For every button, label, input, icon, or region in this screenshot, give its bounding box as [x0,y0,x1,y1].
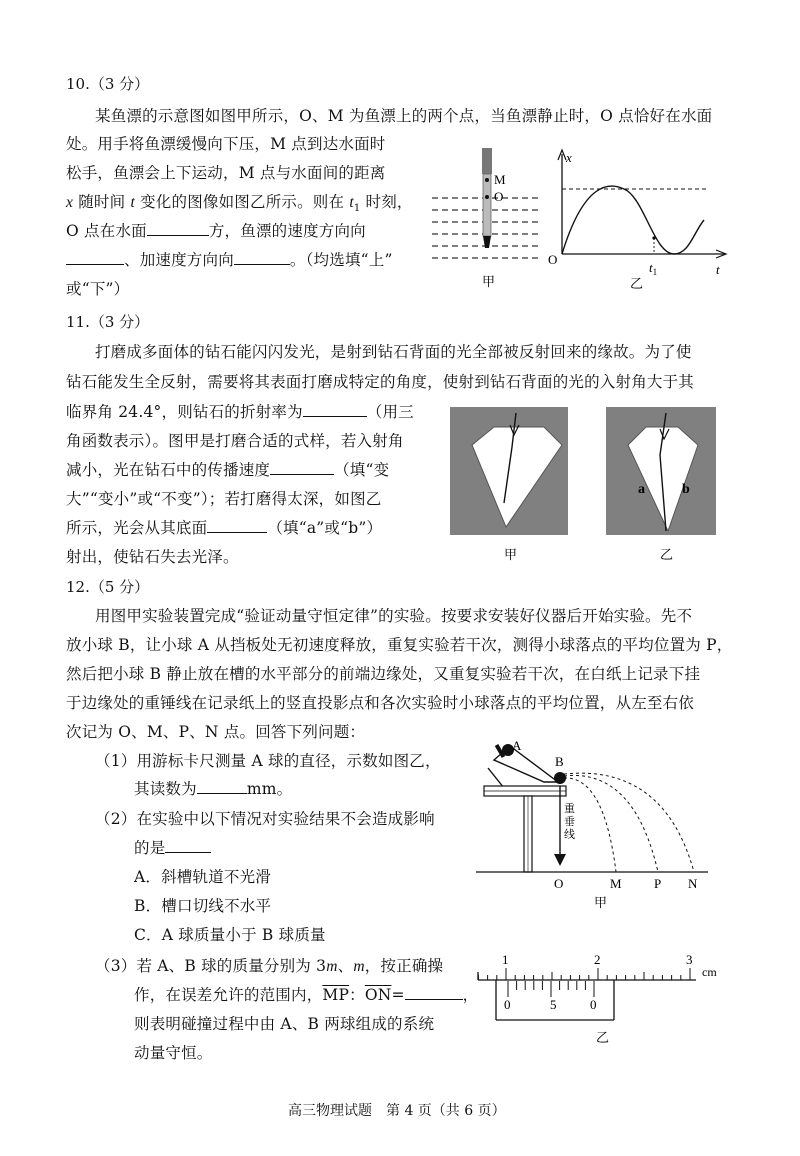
q10-fig-float [428,140,546,292]
q12-line-2: 放小球 B，让小球 A 从挡板处无初速度释放，重复实验若干次，测得小球落点的平均位置为 P， [66,636,733,654]
q12-part3-line3: 则表明碰撞过程中由 A、B 两球组成的系统 [134,1015,435,1033]
subscript: 1 [353,203,361,215]
text: 作，在误差允许的范围内， [134,986,323,1004]
plumb-bob-icon [554,854,566,866]
q11-line-8: 射出，使钻石失去光泽。 [66,548,239,566]
label-a: A [512,738,522,753]
text: ， [462,986,479,1004]
label-m: M [610,876,622,891]
option-a: A．斜槽轨道不光滑 [134,868,271,886]
main-label-1: 1 [502,952,509,967]
q12-line-3: 然后把小球 B 静止放在槽的水平部分的前端边缘处，又重复实验若干次，在白纸上记录下挂 [66,665,701,683]
text: O 点在水面 [66,222,147,240]
q12-part2-line2 [134,836,211,858]
label-n: N [688,876,698,891]
q10-line-5 [66,219,366,241]
q11-line-1: 打磨成多面体的钻石能闪闪发光，是射到钻石背面的光全部被反射回来的缘故。为了使 [95,343,692,361]
label-plumb-2: 垂 [564,816,575,828]
text: （用三 [366,403,414,421]
label-x: x [566,150,572,165]
main-scale [478,968,696,980]
q11-fig-diamond-jia [450,407,570,567]
label-b: B [555,754,564,769]
text: mm。 [246,780,293,798]
q12-part3-line4: 动量守恒。 [134,1044,213,1062]
caption-jia: 甲 [482,274,496,289]
trajectory-p [564,775,658,872]
var-x: x [66,194,74,211]
float-top [482,148,492,174]
text: 的是 [134,839,166,857]
unit-cm: cm [702,965,717,979]
q12-line-5: 次记为 O、M、P、N 点。回答下列问题： [66,723,366,741]
text: 所示，光会从其底面 [66,519,208,537]
text: 临界角 24.4°，则钻石的折射率为 [66,403,303,421]
answer-blank[interactable] [270,460,334,475]
main-label-3: 3 [686,952,693,967]
q12-header: 12.（5 分） [66,578,150,596]
q12-part3-line2 [134,983,478,1005]
label-origin: O [548,252,558,267]
vernier-label-5: 5 [550,997,557,1012]
vernier-label-10: 0 [590,997,597,1012]
q12-fig-apparatus [474,736,714,912]
trajectory-n [564,773,694,872]
q11-fig-diamond-yi [606,407,726,567]
vernier-label-0: 0 [504,997,511,1012]
x-t-curve [562,186,704,254]
caption-yi: 乙 [596,1030,610,1045]
q11-line-4: 角函数表示）。图甲是打磨合适的式样，若入射角 [66,432,404,450]
q10-fig-graph [544,142,734,292]
text: 、加速度方向向 [124,251,234,269]
caption-yi: 乙 [630,276,644,291]
text: （填“a”或“b”） [267,519,383,537]
label-o: O [494,189,504,204]
text: ，按正确操 [364,957,444,975]
q12-fig-vernier [470,950,730,1046]
label-plumb-3: 线 [564,829,575,841]
option-c: C．A 球质量小于 B 球质量 [134,926,326,944]
var-t: t [130,194,135,211]
q12-line-1: 用图甲实验装置完成“验证动量守恒定律”的实验。按要求安装好仪器后开始实验。先不 [95,607,693,625]
text: （填“变 [334,461,390,479]
ramp-board [488,768,504,788]
q12-part1-line1: （1）用游标卡尺测量 A 球的直径，示数如图乙， [95,752,441,770]
label-m: M [494,172,506,187]
caption-jia: 甲 [504,547,518,562]
label-a: a [638,482,645,497]
text: 随时间 [73,193,131,211]
caption-jia: 甲 [594,895,608,910]
q12-part1-line2 [134,777,292,799]
text: 方，鱼漂的速度方向向 [208,222,366,240]
q12-part3-line1 [95,954,443,976]
q10-line-1: 某鱼漂的示意图如图甲所示，O、M 为鱼漂上的两个点，当鱼漂静止时，O 点恰好在水面 [95,107,713,125]
answer-blank[interactable] [234,250,290,265]
q11-line-7 [66,516,382,538]
q11-line-3 [66,400,414,422]
q12-part2-line1: （2）在实验中以下情况对实验结果不会造成影响 [95,810,435,828]
text: 、 [337,957,354,975]
answer-blank[interactable] [197,779,247,794]
var-t1: t [349,194,354,211]
t1-var: t [649,260,653,275]
answer-blank[interactable] [147,221,209,236]
q10-line-2: 处。用手将鱼漂缓慢向下压，M 点到达水面时 [66,135,386,153]
option-b: B．槽口切线不水平 [134,897,272,915]
q10-line-7: 或“下”） [66,280,130,298]
label-p: P [654,876,662,891]
q10-line-6 [66,248,393,270]
q12-line-4: 于边缘处的重锤线在记录纸上的竖直投影点和各次实验时小球落点的平均位置，从左至右依 [66,694,695,712]
text: 减小，光在钻石中的传播速度 [66,461,271,479]
answer-blank[interactable] [303,402,367,417]
text: ： [349,986,365,1004]
page-footer: 高三物理试题 第 4 页（共 6 页） [288,1103,506,1119]
q10-line-3: 松手，鱼漂会上下运动，M 点与水面间的距离 [66,164,386,182]
q11-line-6: 大”“变小”或“不变”）；若打磨得太深，如图乙 [66,490,382,508]
answer-blank[interactable] [207,518,267,533]
t1-sub: 1 [652,267,658,277]
float-body [483,174,491,236]
answer-blank[interactable] [165,838,211,853]
text: （3）若 A、B 球的质量分别为 3 [95,957,327,975]
label-b: b [682,482,690,497]
var-m: m [353,958,365,975]
answer-blank[interactable] [66,250,124,265]
point-m [485,178,489,182]
q10-header: 10.（3 分） [66,75,150,93]
label-o: O [554,876,564,891]
q11-header: 11.（3 分） [66,313,150,331]
q11-line-5 [66,458,389,480]
text: 变化的图像如图乙所示。则在 [134,193,350,211]
label-plumb-1: 重 [564,803,575,815]
label-t: t [716,262,720,277]
text: = [391,986,405,1004]
answer-blank[interactable] [405,985,463,1000]
var-m: m [326,958,338,975]
caption-yi: 乙 [660,547,674,562]
q10-line-4 [66,190,413,214]
text: 时刻， [360,193,413,211]
label-t1 [649,260,657,277]
segment-on: $\overline{ON}$ [364,986,392,1004]
segment-mp: $\overline{MP}$ [322,986,350,1004]
t1-point [652,236,655,239]
text: 其读数为 [134,780,197,798]
point-o [485,195,489,199]
text: 。（均选填“上” [289,251,393,269]
main-label-2: 2 [594,952,601,967]
q11-line-2: 钻石能发生全反射，需要将其表面打磨成特定的角度，使射到钻石背面的光的入射角大于其 [66,373,695,391]
